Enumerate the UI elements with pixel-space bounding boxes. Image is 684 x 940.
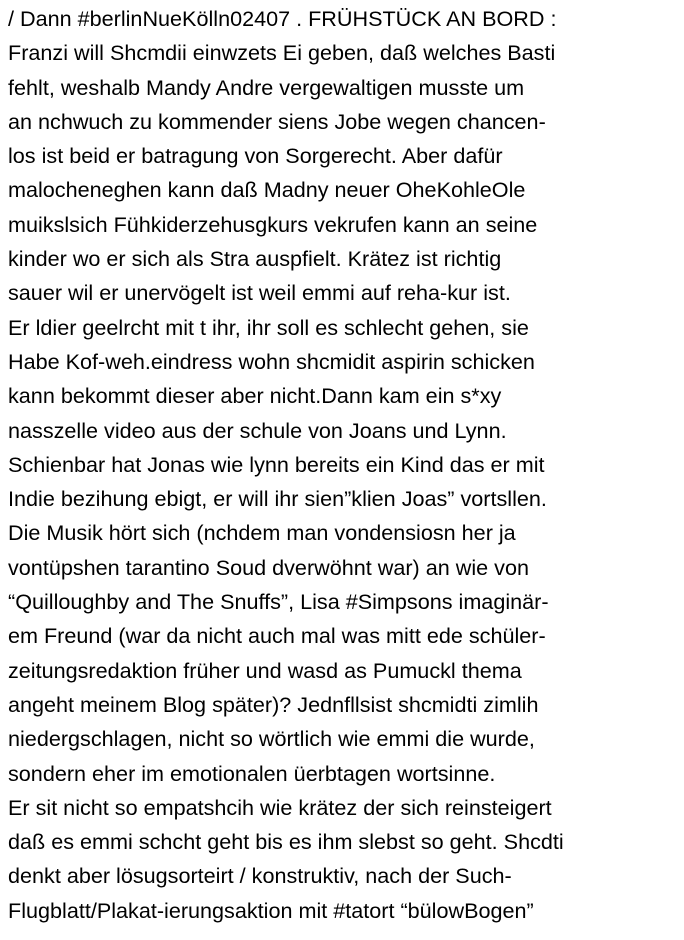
text-line: kinder wo er sich als Stra auspfielt. Krätez ist richtig <box>8 246 502 272</box>
text-line: / Dann #berlinNueKölln02407 . FRÜHSTÜCK AN BORD : <box>8 6 557 31</box>
text-line: sondern eher im emotionalen üerbtagen wortsinne. <box>8 760 496 786</box>
text-line: Flugblatt/Plakat-ierungsaktion mit #tatort “bülowBogen” <box>8 897 534 923</box>
text-line: Habe Kof-weh.eindress wohn shcmidit aspirin schicken <box>8 348 535 374</box>
text-line: Er sit nicht so empatshcih wie krätez der sich reinsteigert <box>8 794 552 820</box>
text-line: Schienbar hat Jonas wie lynn bereits ein Kind das er mit <box>8 451 545 477</box>
text-line: los ist beid er batragung von Sorgerecht. Aber dafür <box>8 143 503 169</box>
text-line: angeht meinem Blog später)? Jednfllsist shcmidti zimlih <box>8 691 539 717</box>
text-line: zeitungsredaktion früher und wasd as Pumuckl thema <box>8 657 522 683</box>
text-line: sauer wil er unervögelt ist weil emmi auf reha-kur ist. <box>8 280 511 306</box>
text-line: “Quilloughby and The Snuffs”, Lisa #Simpsons imaginär- <box>8 589 549 615</box>
text-line: daß es emmi schcht geht bis es ihm slebst so geht. Shcdti <box>8 829 564 855</box>
document-body-text <box>8 2 680 928</box>
text-line: kann bekommt dieser aber nicht.Dann kam ein s*xy <box>8 383 502 409</box>
text-line: Indie bezihung ebigt, er will ihr sien”klien Joas” vortsllen. <box>8 486 547 512</box>
text-line: malocheneghen kann daß Madny neuer OheKohleOle <box>8 177 526 203</box>
text-line: an nchwuch zu kommender siens Jobe wegen chancen- <box>8 108 546 134</box>
text-line: Die Musik hört sich (nchdem man vondensiosn her ja <box>8 520 516 546</box>
text-line: muikslsich Fühkiderzehusgkurs vekrufen kann an seine <box>8 211 538 237</box>
text-line: Franzi will Shcmdii einwzets Ei geben, daß welches Basti <box>8 40 556 66</box>
text-line: em Freund (war da nicht auch mal was mitt ede schüler- <box>8 623 546 649</box>
text-line: nasszelle video aus der schule von Joans und Lynn. <box>8 417 507 443</box>
text-line: vontüpshen tarantino Soud dverwöhnt war) an wie von <box>8 554 529 580</box>
text-line: denkt aber lösugsorteirt / konstruktiv, nach der Such- <box>8 863 512 889</box>
text-line: Er ldier geelrcht mit t ihr, ihr soll es schlecht gehen, sie <box>8 314 529 340</box>
text-line: fehlt, weshalb Mandy Andre vergewaltigen musste um <box>8 74 525 100</box>
text-line: niedergschlagen, nicht so wörtlich wie emmi die wurde, <box>8 726 535 752</box>
